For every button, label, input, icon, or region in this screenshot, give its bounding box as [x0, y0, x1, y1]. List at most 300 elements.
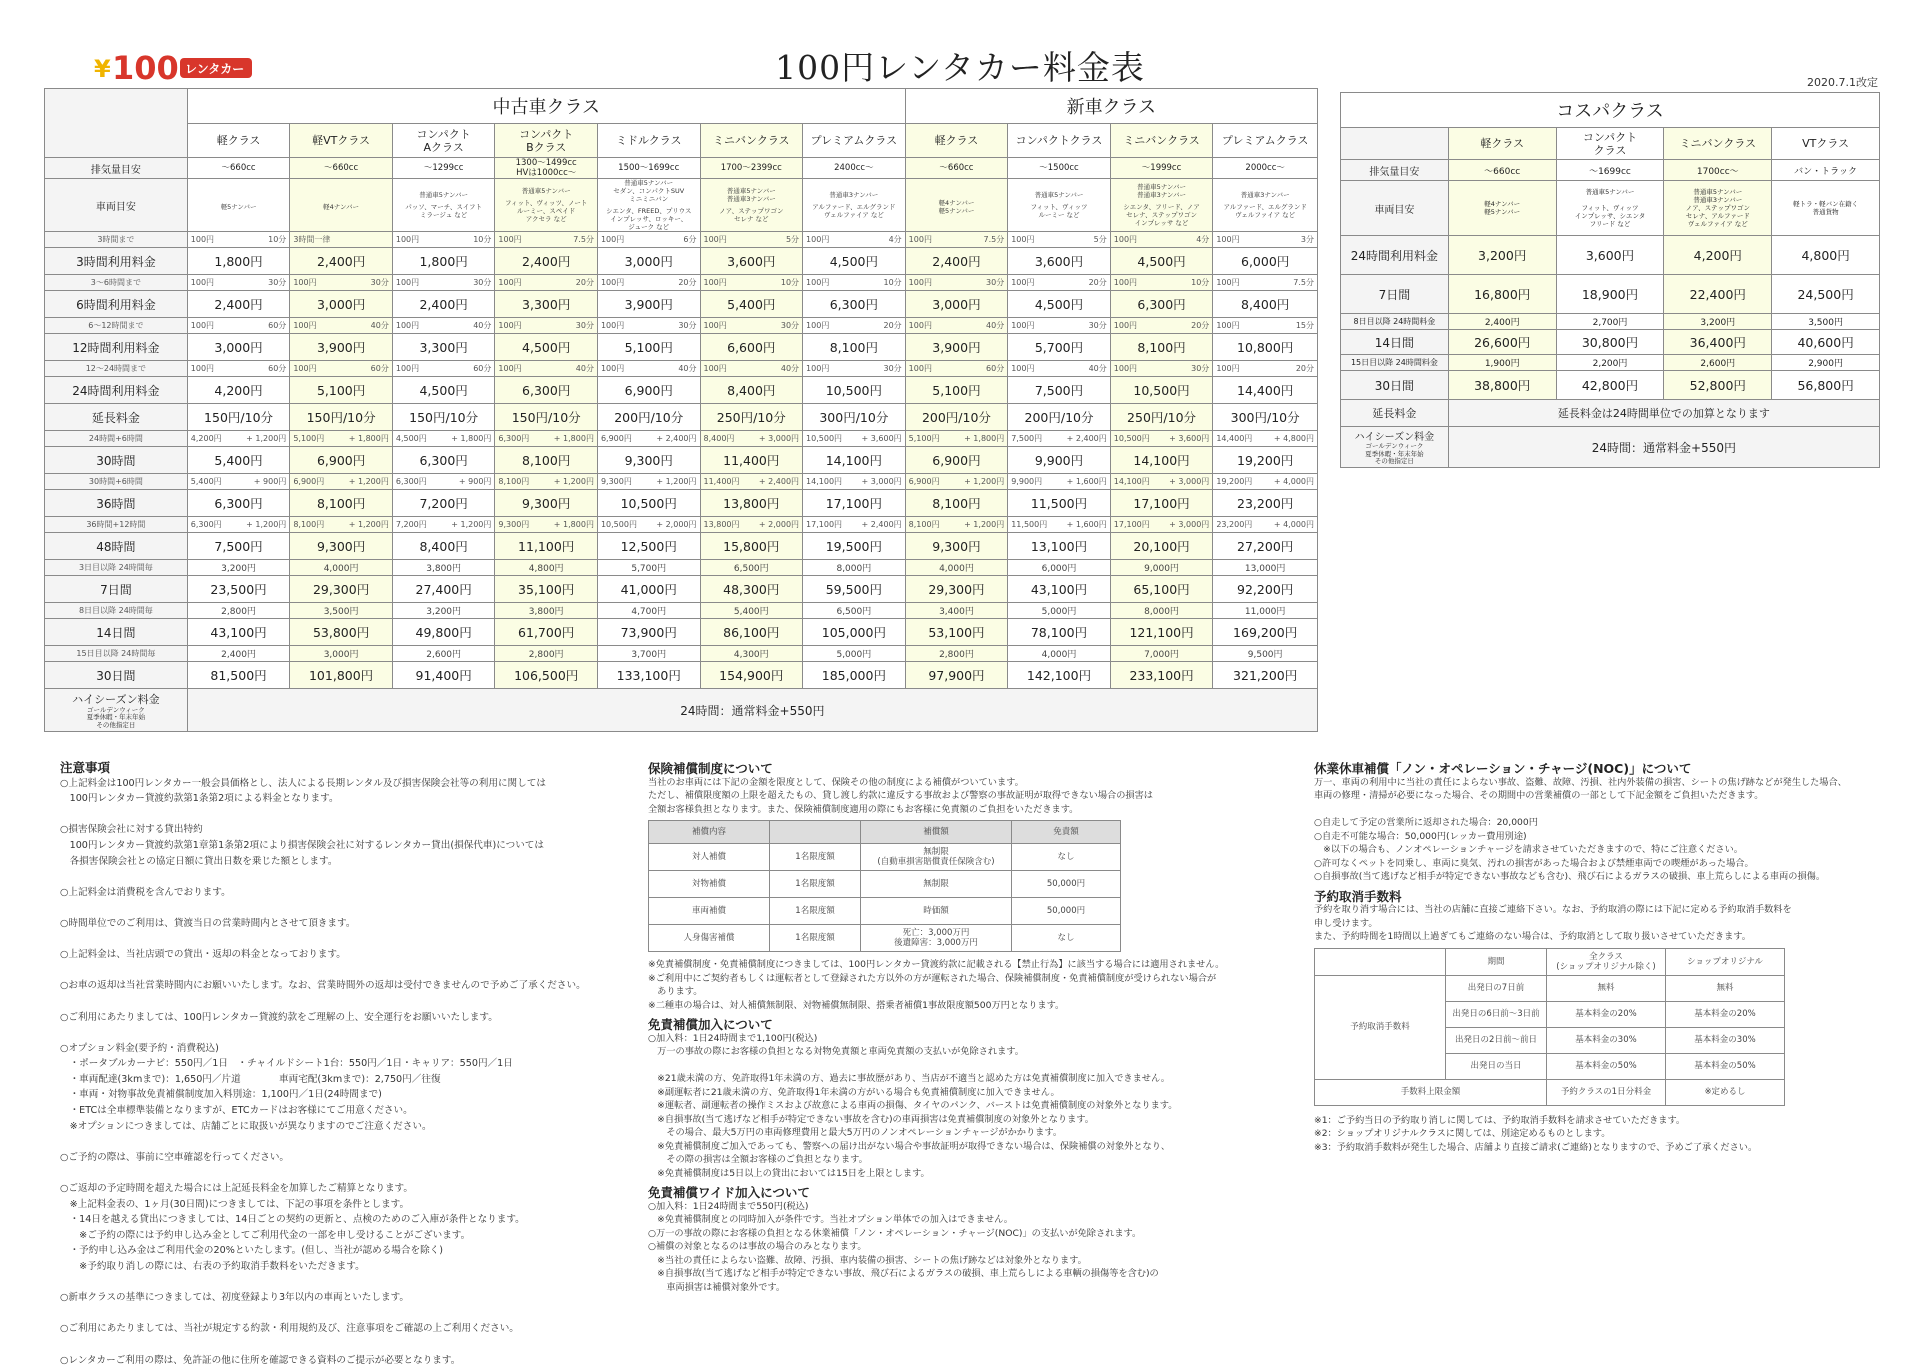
notes-line: ○新車クラスの基準につきましては、初度登録より3年以内の車両といたします。	[60, 1292, 410, 1304]
table-cell: 73,900円	[597, 619, 700, 646]
table-cell	[700, 361, 803, 377]
cdw-line	[648, 1059, 1248, 1073]
table-cell	[1110, 431, 1213, 447]
table-row	[45, 560, 1318, 576]
table-cell: 185,000円	[803, 662, 906, 689]
table-cell: 5,400円	[187, 447, 290, 474]
split-cell	[188, 234, 290, 245]
table-cell: 2,400円	[187, 646, 290, 662]
table-cell: 3,000円	[290, 291, 393, 318]
table-cell	[495, 361, 598, 377]
table-cell	[1110, 318, 1213, 334]
insurance-cell: なし	[1012, 844, 1121, 871]
table-cell: 4,500円	[495, 334, 598, 361]
row-label: 15日目以降 24時間毎	[45, 646, 188, 662]
table-cell: 3,200円	[1448, 236, 1556, 275]
table-cell: 3,500円	[1772, 314, 1880, 330]
high-season-note: ゴールデンウィーク 夏季休暇・年末年始 その他指定日	[1365, 442, 1424, 466]
notes-line: 各損害保険会社との協定日額に貸出日数を乗じた額とします。	[60, 855, 338, 867]
notes-line	[60, 1275, 620, 1291]
class-name: コンパクトクラス	[1008, 124, 1111, 158]
wide-line: ※免責補償制度との同時加入が条件です。当社オプション単体での加入はできません。	[648, 1214, 1013, 1225]
split-left: 9,300円	[498, 520, 530, 529]
split-cell	[598, 234, 700, 245]
notes-line: ※ご予約の際には予約申し込み金としてご利用代金の一部を申し受けることがございます。	[60, 1229, 471, 1241]
table-cell: 38,800円	[1448, 371, 1556, 400]
insurance-header-row	[649, 821, 1121, 844]
split-left: 14,100円	[806, 477, 843, 486]
table-cell	[187, 232, 290, 248]
table-cell: 9,500円	[1213, 646, 1318, 662]
split-right: 40分	[986, 321, 1005, 330]
cancel-cell: 出発日の6日前～3日前	[1446, 1001, 1547, 1027]
split-right: 7.5分	[983, 235, 1005, 244]
table-cell	[905, 431, 1008, 447]
table-cell	[1110, 179, 1213, 232]
table-cell: 4,500円	[1110, 248, 1213, 275]
split-right: 40分	[1088, 364, 1107, 373]
table-cell: 36,400円	[1664, 330, 1772, 355]
cancel-cell: 基本料金の20%	[1547, 1001, 1666, 1027]
table-cell: 5,000円	[1008, 603, 1111, 619]
split-left: 8,100円	[908, 520, 940, 529]
table-cell	[187, 275, 290, 291]
split-right: 10分	[473, 235, 492, 244]
table-row	[45, 646, 1318, 662]
split-cell	[803, 277, 905, 288]
cancel-header: 全クラス (ショップオリジナル除く)	[1547, 948, 1666, 975]
table-cell	[1213, 431, 1318, 447]
table-cell: 250円/10分	[1110, 404, 1213, 431]
table-cell: 6,500円	[803, 603, 906, 619]
split-left: 6,900円	[600, 434, 632, 443]
table-cell: 5,100円	[905, 377, 1008, 404]
table-cell: 43,100円	[187, 619, 290, 646]
split-left: 100円	[600, 364, 625, 373]
table-cell: 200円/10分	[905, 404, 1008, 431]
table-cell: 5,100円	[290, 377, 393, 404]
table-cell: 4,500円	[803, 248, 906, 275]
table-cell: 16,800円	[1448, 275, 1556, 314]
cancel-fee-value: ※定めるし	[1666, 1079, 1785, 1105]
table-cell: 10,800円	[1213, 334, 1318, 361]
wide-line: ○加入料：1日24時間まで550円(税込)	[648, 1200, 809, 1212]
split-cell	[701, 320, 803, 331]
row-label: 7日間	[45, 576, 188, 603]
table-cell	[392, 517, 495, 533]
table-cell	[495, 275, 598, 291]
table-cell: 4,700円	[597, 603, 700, 619]
table-cell	[1110, 275, 1213, 291]
insurance-header: 補償内容	[649, 821, 770, 844]
table-cell	[1110, 517, 1213, 533]
split-right: 60分	[268, 364, 287, 373]
table-cell: 133,100円	[597, 662, 700, 689]
table-cell: ～1999cc	[1110, 158, 1213, 179]
vehicle-class: 普通車5ナンバー 普通車3ナンバー	[726, 187, 776, 203]
split-right: + 4,000円	[1273, 477, 1314, 486]
table-cell	[290, 179, 393, 232]
group-header-row	[45, 89, 1318, 124]
insurance-cell: 無制限	[861, 871, 1012, 898]
table-cell: 300円/10分	[803, 404, 906, 431]
table-cell: 2,600円	[392, 646, 495, 662]
split-cell	[290, 277, 392, 288]
notes-line	[60, 807, 620, 823]
split-cell	[495, 234, 597, 245]
table-cell: 9,000円	[1110, 560, 1213, 576]
table-cell: 6,300円	[495, 377, 598, 404]
table-cell	[1213, 179, 1318, 232]
table-cell	[905, 275, 1008, 291]
table-cell	[1008, 431, 1111, 447]
wide-line: ○万一の事故の際にお客様の負担となる休業補償「ノン・オペレーション・チャージ(NOC)」の支払いが免除されます。	[648, 1227, 1142, 1239]
table-cell: 1,900円	[1448, 355, 1556, 371]
high-season-note: ゴールデンウィーク 夏季休暇・年末年始 その他指定日	[86, 705, 146, 729]
split-right: + 1,200円	[553, 477, 594, 486]
insurance-title: 保険補償制度について	[648, 761, 773, 776]
table-cell: 14,100円	[803, 447, 906, 474]
row-label: 14日間	[45, 619, 188, 646]
cancel-fee-table	[1314, 948, 1785, 1106]
split-cell	[701, 363, 803, 374]
table-cell: 42,800円	[1556, 371, 1664, 400]
insurance-intro-line: 当社のお車両には下記の金額を限度として、保険その他の制度による補償がついています。	[648, 776, 1024, 788]
cospa-title: コスパクラス	[1341, 93, 1880, 128]
split-left: 100円	[1216, 235, 1240, 244]
split-cell	[803, 363, 905, 374]
row-label: 3時間利用料金	[45, 248, 188, 275]
table-row	[1341, 236, 1880, 275]
table-cell: 3,400円	[905, 603, 1008, 619]
vehicle-examples: フィット、ヴィッツ、ノート ルーミー、スペイド アクセラ など	[505, 199, 588, 223]
table-cell: 3,900円	[290, 334, 393, 361]
cancel-line: 申し受けます。	[1314, 917, 1378, 929]
split-right: + 4,000円	[1273, 520, 1314, 529]
table-cell	[803, 275, 906, 291]
table-cell	[700, 232, 803, 248]
table-row	[45, 474, 1318, 490]
insurance-cell: 無制限 (自動車損害賠償責任保険含む)	[861, 844, 1012, 871]
table-cell	[187, 318, 290, 334]
split-right: 7.5分	[573, 235, 594, 244]
table-cell: 3,000円	[597, 248, 700, 275]
table-cell	[290, 361, 393, 377]
split-right: 20分	[1088, 278, 1107, 287]
table-row	[1341, 314, 1880, 330]
notes-line: ○オプション料金(要予約・消費税込)	[60, 1042, 219, 1054]
split-cell	[290, 320, 392, 331]
table-cell: 4,000円	[905, 560, 1008, 576]
insurance-cell: 人身傷害補償	[649, 925, 770, 952]
split-cell	[701, 519, 803, 530]
table-cell: ～660cc	[1448, 160, 1556, 181]
notes-line	[60, 1025, 620, 1041]
table-cell: 150円/10分	[392, 404, 495, 431]
split-right: 10分	[1191, 278, 1210, 287]
insurance-intro-line: 全額お客様負担となります。また、保険補償制度適用の際にもお客様に免責額のご負担をいただきます。	[648, 803, 1079, 815]
revision-date: 2020.7.1改定	[1807, 76, 1878, 89]
table-cell	[1213, 361, 1318, 377]
split-cell	[1008, 320, 1110, 331]
table-cell: 11,000円	[1213, 603, 1318, 619]
row-label: 8日目以降 24時間毎	[45, 603, 188, 619]
table-cell	[905, 179, 1008, 232]
table-cell	[1008, 474, 1111, 490]
split-left: 100円	[703, 235, 727, 244]
split-left: 100円	[908, 235, 932, 244]
table-cell: 105,000円	[803, 619, 906, 646]
split-cell	[701, 277, 803, 288]
table-cell: バン・トラック	[1772, 160, 1880, 181]
split-left: 100円	[1113, 321, 1138, 330]
insurance-note-line: ※免責補償制度・免責補償制度につきましては、100円レンタカー貸渡約款に記載される【禁止行為】に該当する場合には適用されません。	[648, 959, 1225, 970]
svg-text:¥: ¥	[94, 55, 111, 83]
notes-line	[60, 963, 620, 979]
split-cell	[598, 277, 700, 288]
table-row	[45, 517, 1318, 533]
table-cell: 5,000円	[803, 646, 906, 662]
table-cell	[495, 431, 598, 447]
split-right: 20分	[575, 278, 594, 287]
split-cell	[1213, 363, 1317, 374]
row-label: 6時間利用料金	[45, 291, 188, 318]
cancel-group-label: 予約取消手数料	[1315, 975, 1446, 1079]
table-cell: 2,400円	[290, 248, 393, 275]
class-name: VTクラス	[1772, 128, 1880, 160]
split-cell	[495, 363, 597, 374]
split-cell	[803, 234, 905, 245]
split-cell	[393, 277, 495, 288]
table-cell	[597, 275, 700, 291]
table-cell	[187, 361, 290, 377]
table-cell: 10,500円	[597, 490, 700, 517]
table-cell: 9,300円	[495, 490, 598, 517]
table-cell	[495, 318, 598, 334]
split-left: 6,300円	[498, 434, 530, 443]
split-left: 8,400円	[703, 434, 735, 443]
table-cell	[700, 275, 803, 291]
row-label: 6～12時間まで	[45, 318, 188, 334]
table-row	[45, 447, 1318, 474]
cancel-header: ショップオリジナル	[1666, 948, 1785, 975]
cdw-line: ※自損事故(当て逃げなど相手が特定できない事故を含む)の車両損害は免責補償制度の対象外となります。	[648, 1113, 1094, 1125]
table-cell	[1213, 517, 1318, 533]
table-cell: 10,500円	[1110, 377, 1213, 404]
table-cell: 18,900円	[1556, 275, 1664, 314]
cdw-line: その際の損害は全額お客様のご負担となります。	[648, 1154, 868, 1165]
high-season-title: ハイシーズン料金	[72, 692, 160, 706]
row-label: 14日間	[1341, 330, 1449, 355]
table-cell: 92,200円	[1213, 576, 1318, 603]
cancel-title: 予約取消手数料	[1314, 888, 1402, 904]
split-right: 60分	[473, 364, 492, 373]
split-cell	[495, 519, 597, 530]
vehicle-examples: ノア、ステップワゴン セレナ など	[719, 207, 784, 223]
table-row	[45, 334, 1318, 361]
table-cell: 1,800円	[187, 248, 290, 275]
table-row	[45, 179, 1318, 232]
vehicle-class: 普通車5ナンバー	[521, 187, 571, 195]
split-cell	[906, 433, 1008, 444]
class-name: ミニバンクラス	[1664, 128, 1772, 160]
split-cell	[598, 476, 700, 487]
split-cell	[1008, 433, 1110, 444]
split-cell	[1111, 320, 1213, 331]
table-cell: 19,200円	[1213, 447, 1318, 474]
table-row	[1341, 355, 1880, 371]
table-cell: 4,500円	[392, 377, 495, 404]
cospa-displacement-row	[1341, 160, 1880, 181]
insurance-cell: 時価額	[861, 898, 1012, 925]
split-cell	[393, 519, 495, 530]
row-label: 24時間+6時間	[45, 431, 188, 447]
split-right: + 2,400円	[656, 434, 697, 443]
high-season-value: 24時間：通常料金+550円	[1448, 427, 1879, 468]
table-cell	[1110, 474, 1213, 490]
vehicle-examples: シエンタ、フリード、ノア セレナ、ステップワゴン インプレッサ など	[1123, 203, 1200, 227]
table-cell: 4,800円	[1772, 236, 1880, 275]
table-cell: 軽トラ・軽バン在籍く 普通貨物	[1772, 181, 1880, 236]
table-cell: ～1699cc	[1556, 160, 1664, 181]
split-right: 30分	[268, 278, 287, 287]
class-name: プレミアムクラス	[1213, 124, 1318, 158]
row-label: 3～6時間まで	[45, 275, 188, 291]
insurance-cell: 1名限度額	[770, 844, 861, 871]
cancel-fee-value: 予約クラスの1日分料金	[1547, 1079, 1666, 1105]
insurance-cell: 対物補償	[649, 871, 770, 898]
table-row	[1341, 371, 1880, 400]
split-left: 100円	[293, 278, 317, 287]
vehicle-examples: シエンタ、FREED、プリウス インプレッサ、ロッキー、 ジューク など	[606, 207, 692, 231]
row-label: 3時間まで	[45, 232, 188, 248]
cospa-high-season-row	[1341, 427, 1880, 468]
table-cell	[905, 361, 1008, 377]
notes-line: ・ポータブルカーナビ：550円／1日 ・チャイルドシート1台：550円／1日・キャリア：550円／1日	[60, 1058, 513, 1070]
split-left: 100円	[806, 364, 830, 373]
split-right: 40分	[678, 364, 697, 373]
split-right: 30分	[678, 321, 697, 330]
split-left: 19,200円	[1216, 477, 1253, 486]
table-cell: 2,700円	[1556, 314, 1664, 330]
row-label: 30日間	[1341, 371, 1449, 400]
table-cell: 5,400円	[700, 291, 803, 318]
table-cell: 121,100円	[1110, 619, 1213, 646]
table-cell: 8,100円	[803, 334, 906, 361]
table-cell	[803, 179, 906, 232]
table-cell: 14,400円	[1213, 377, 1318, 404]
split-left: 100円	[1113, 278, 1138, 287]
table-cell	[700, 431, 803, 447]
split-left: 100円	[806, 235, 830, 244]
split-cell	[701, 433, 803, 444]
table-cell: 24,500円	[1772, 275, 1880, 314]
table-cell: 23,200円	[1213, 490, 1318, 517]
table-cell	[392, 318, 495, 334]
split-cell	[393, 320, 495, 331]
row-label: 排気量目安	[1341, 160, 1449, 181]
insurance-row	[649, 844, 1121, 871]
split-right: 60分	[370, 364, 389, 373]
split-left: 13,800円	[703, 520, 740, 529]
table-cell: 2,400円	[495, 248, 598, 275]
table-cell: 26,600円	[1448, 330, 1556, 355]
split-cell	[598, 320, 700, 331]
high-season-value: 24時間：通常料金+550円	[187, 689, 1317, 732]
vehicle-class: 普通車5ナンバー セダン、コンパクトSUV ミニミニバン	[613, 179, 685, 203]
table-cell	[597, 431, 700, 447]
table-cell	[290, 232, 393, 248]
table-row	[1341, 330, 1880, 355]
split-left: 100円	[1011, 235, 1035, 244]
cancel-cell: 基本料金の30%	[1547, 1027, 1666, 1053]
split-left: 100円	[498, 235, 522, 244]
table-cell: 1500～1699cc	[597, 158, 700, 179]
notes-line: ・ETCは全車標準装備となりますが、ETCカードはお客様にてご用意ください。	[60, 1105, 413, 1117]
table-cell: 6,000円	[1008, 560, 1111, 576]
split-cell	[1213, 519, 1317, 530]
table-cell: 30,800円	[1556, 330, 1664, 355]
split-right: + 1,800円	[451, 434, 492, 443]
split-right: + 3,000円	[1169, 520, 1210, 529]
table-cell: 35,100円	[495, 576, 598, 603]
split-cell	[1111, 519, 1213, 530]
table-cell: 4,000円	[1008, 646, 1111, 662]
table-cell: 3,200円	[1664, 314, 1772, 330]
class-name: プレミアムクラス	[803, 124, 906, 158]
split-right: 20分	[883, 321, 902, 330]
table-cell: 1700cc～	[1664, 160, 1772, 181]
split-cell	[393, 433, 495, 444]
split-cell	[495, 476, 597, 487]
split-right: 30分	[370, 278, 389, 287]
blank-corner	[45, 89, 188, 158]
table-cell: 142,100円	[1008, 662, 1111, 689]
table-cell: 13,100円	[1008, 533, 1111, 560]
page-title: 100円レンタカー料金表	[775, 48, 1145, 87]
cancel-footnote: ※1：ご予約当日の予約取り消しに関しては、予約取消手数料を請求させていただきます。	[1314, 1114, 1686, 1126]
split-cell	[188, 519, 290, 530]
cancel-header: 期間	[1446, 948, 1547, 975]
split-cell	[290, 519, 392, 530]
table-cell	[597, 179, 700, 232]
split-right: + 900円	[253, 477, 287, 486]
table-cell	[290, 318, 393, 334]
table-row	[45, 318, 1318, 334]
notes-line	[60, 1165, 620, 1181]
table-cell: 2000cc～	[1213, 158, 1318, 179]
row-label: 36時間	[45, 490, 188, 517]
split-left: 100円	[1216, 278, 1240, 287]
table-cell: 3,600円	[1008, 248, 1111, 275]
split-left: 10,500円	[600, 520, 637, 529]
table-cell: 53,800円	[290, 619, 393, 646]
table-cell: 普通車5ナンバー フィット、ヴィッツ インプレッサ、シエンタ フリード など	[1556, 181, 1664, 236]
table-cell: 7,200円	[392, 490, 495, 517]
table-cell: 3,000円	[290, 646, 393, 662]
table-cell	[1008, 232, 1111, 248]
split-cell	[1213, 476, 1317, 487]
table-cell: 2400cc～	[803, 158, 906, 179]
split-right: 30分	[1088, 321, 1107, 330]
class-name: コンパクト クラス	[1556, 128, 1664, 160]
split-right: + 3,000円	[861, 477, 902, 486]
table-cell: 8,100円	[495, 447, 598, 474]
split-left: 14,400円	[1216, 434, 1253, 443]
insurance-row	[649, 925, 1121, 952]
split-cell	[290, 234, 392, 245]
vehicle-examples: アルファード、エルグランド ヴェルファイア など	[1223, 203, 1307, 219]
